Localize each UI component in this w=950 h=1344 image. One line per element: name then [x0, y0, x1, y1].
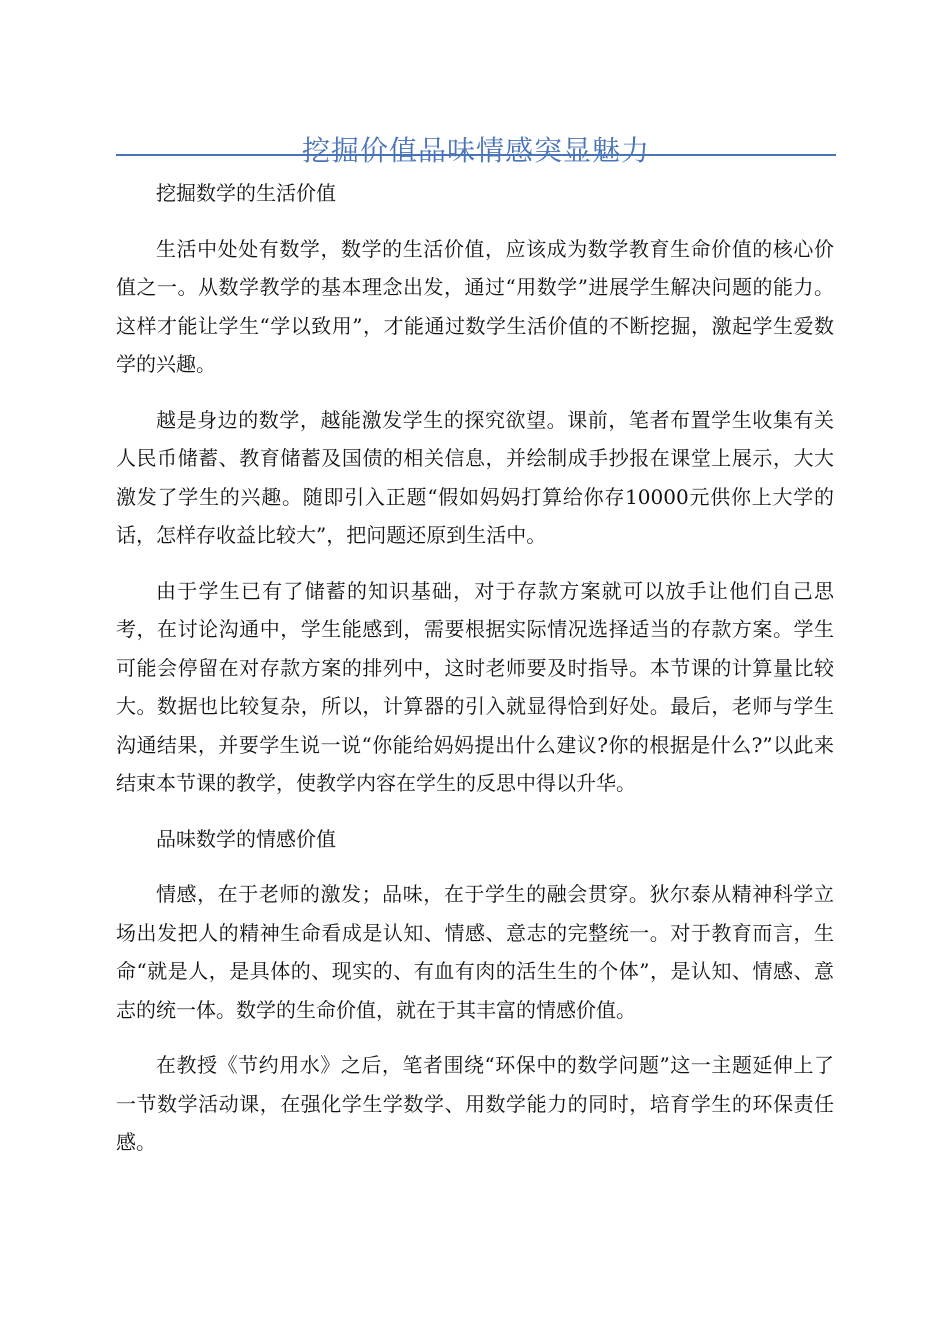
paragraph: 越是身边的数学，越能激发学生的探究欲望。课前，笔者布置学生收集有关人民币储蓄、教育储蓄及国债的相关信息，并绘制成手抄报在课堂上展示，大大激发了学生的兴趣。随即引入正题“假如妈妈打算给你存10000元供你上大学的话，怎样存收益比较大”，把问题还原到生活中。: [116, 407, 834, 547]
section-heading-life-value: 挖掘数学的生活价值: [156, 181, 336, 205]
paragraph: 情感，在于老师的激发；品味，在于学生的融会贯穿。狄尔泰从精神科学立场出发把人的精神生命看成是认知、情感、意志的完整统一。对于教育而言，生命“就是人，是具体的、现实的、有血有肉的活生生的个体”，是认知、情感、意志的统一体。数学的生命价值，就在于其丰富的情感价值。: [116, 882, 834, 1022]
document-body: [116, 174, 834, 1179]
section-heading-emotional-value: 品味数学的情感价值: [156, 826, 336, 851]
title-underline: [116, 154, 836, 156]
paragraph: 在教授《节约用水》之后，笔者围绕“环保中的数学问题”这一主题延伸上了一节数学活动课，在强化学生学数学、用数学能力的同时，培育学生的环保责任感。: [116, 1053, 834, 1154]
paragraph: 由于学生已有了储蓄的知识基础，对于存款方案就可以放手让他们自己思考，在讨论沟通中，学生能感到，需要根据实际情况选择适当的存款方案。学生可能会停留在对存款方案的排列中，这时老师要及时指导。本节课的计算量比较大。数据也比较复杂，所以，计算器的引入就显得恰到好处。最后，老师与学生沟通结果，并要学生说一说“你能给妈妈提出什么建议?你的根据是什么?”以此来结束本节课的教学，使教学内容在学生的反思中得以升华。: [116, 578, 834, 795]
document-title: 挖掘价值品味情感突显魅力: [301, 133, 650, 167]
paragraph: 生活中处处有数学，数学的生活价值，应该成为数学教育生命价值的核心价值之一。从数学教学的基本理念出发，通过“用数学”进展学生解决问题的能力。这样才能让学生“学以致用”，才能通过数学生活价值的不断挖掘，激起学生爱数学的兴趣。: [116, 236, 834, 376]
